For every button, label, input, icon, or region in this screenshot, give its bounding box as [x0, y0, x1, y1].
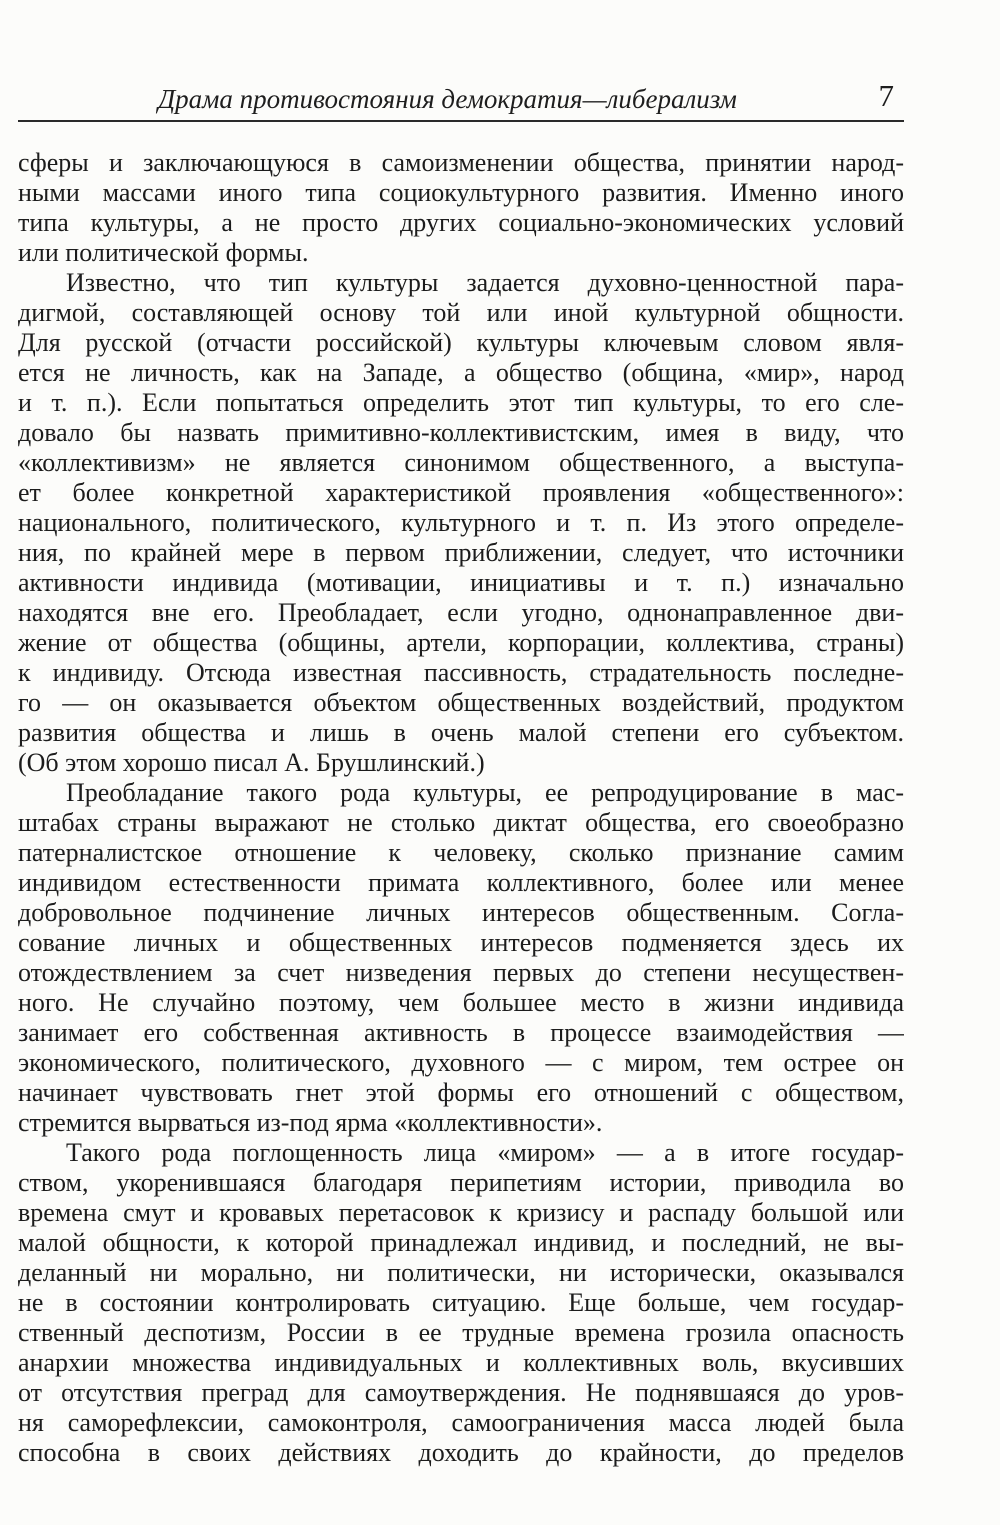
text-line: национального, политического, культурного и т. п. Из этого определе-	[18, 508, 904, 537]
running-head	[18, 78, 904, 122]
text-line: от отсутствия преград для самоутверждения. Не поднявшаяся до уров-	[18, 1378, 904, 1407]
text-line: экономического, политического, духовного — с миром, тем острее он	[18, 1048, 904, 1077]
text-line: к индивиду. Отсюда известная пассивность, страдательность последне-	[18, 658, 904, 687]
text-line: занимает его собственная активность в процессе взаимодействия —	[18, 1018, 904, 1047]
text-line: патерналистское отношение к человеку, сколько признание самим	[18, 838, 904, 867]
text-line: Преобладание такого рода культуры, ее репродуцирование в мас-	[66, 778, 904, 807]
text-line: ными массами иного типа социокультурного развития. Именно иного	[18, 178, 904, 207]
text-line: не в состоянии контролировать ситуацию. Еще больше, чем государ-	[18, 1288, 904, 1317]
text-line: «коллективизм» не является синонимом общественного, а выступа-	[18, 448, 904, 477]
text-line: штабах страны выражают не столько диктат общества, его своеобразно	[18, 808, 904, 837]
text-line: начинает чувствовать гнет этой формы его отношений с обществом,	[18, 1078, 904, 1107]
paragraph-4	[18, 1138, 904, 1468]
text-line: ня саморефлексии, самоконтроля, самоограничения масса людей была	[18, 1408, 904, 1437]
text-line: отождествлением за счет низведения первых до степени несуществен-	[18, 958, 904, 987]
text-line: деланный ни морально, ни политически, ни исторически, оказывался	[18, 1258, 904, 1287]
text-line: развития общества и лишь в очень малой степени его субъектом.	[18, 718, 904, 747]
text-line: ством, укоренившаяся благодаря перипетиям истории, приводила во	[18, 1168, 904, 1197]
text-line: ственный деспотизм, России в ее трудные времена грозила опасность	[18, 1318, 904, 1347]
text-line: стремится вырваться из-под ярма «коллективности».	[18, 1108, 603, 1137]
text-line: ет более конкретной характеристикой проявления «общественного»:	[18, 478, 904, 507]
text-line: добровольное подчинение личных интересов общественным. Согла-	[18, 898, 904, 927]
text-line: (Об этом хорошо писал А. Брушлинский.)	[18, 748, 485, 777]
text-line: жение от общества (общины, артели, корпорации, коллектива, страны)	[18, 628, 904, 657]
text-line: ного. Не случайно поэтому, чем большее место в жизни индивида	[18, 988, 904, 1017]
paragraph-1	[18, 148, 904, 268]
text-line: сферы и заключающуюся в самоизменении общества, принятии народ-	[18, 148, 904, 177]
text-line: активности индивида (мотивации, инициативы и т. п.) изначально	[18, 568, 904, 597]
text-line: довало бы назвать примитивно-коллективистским, имея в виду, что	[18, 418, 904, 447]
text-line: ется не личность, как на Западе, а общество (община, «мир», народ	[18, 358, 904, 387]
text-line: типа культуры, а не просто других социально-экономических условий	[18, 208, 904, 237]
running-head-title: Драма противостояния демократия—либерализм	[158, 84, 737, 114]
text-line: Для русской (отчасти российской) культуры ключевым словом явля-	[18, 328, 904, 357]
text-line: или политической формы.	[18, 238, 309, 267]
text-line: находятся вне его. Преобладает, если угодно, однонаправленное дви-	[18, 598, 904, 627]
page-number: 7	[878, 78, 894, 113]
text-line: малой общности, к которой принадлежал индивид, и последний, не вы-	[18, 1228, 904, 1257]
text-line: дигмой, составляющей основу той или иной культурной общности.	[18, 298, 904, 327]
text-line: способна в своих действиях доходить до крайности, до пределов	[18, 1438, 904, 1467]
text-line: го — он оказывается объектом общественных воздействий, продуктом	[18, 688, 904, 717]
text-line: индивидом естественности примата коллективного, более или менее	[18, 868, 904, 897]
text-line: анархии множества индивидуальных и коллективных воль, вкусивших	[18, 1348, 904, 1377]
text-line: Известно, что тип культуры задается духовно-ценностной пара-	[66, 268, 904, 297]
paragraph-3	[18, 778, 904, 1138]
text-line: ния, по крайней мере в первом приближении, следует, что источники	[18, 538, 904, 567]
body-text	[18, 148, 904, 1468]
text-line: Такого рода поглощенность лица «миром» — а в итоге государ-	[66, 1138, 904, 1167]
text-line: и т. п.). Если попытаться определить этот тип культуры, то его сле-	[18, 388, 904, 417]
paragraph-2	[18, 268, 904, 778]
text-line: сование личных и общественных интересов подменяется здесь их	[18, 928, 904, 957]
text-line: времена смут и кровавых перетасовок к кризису и распаду большой или	[18, 1198, 904, 1227]
